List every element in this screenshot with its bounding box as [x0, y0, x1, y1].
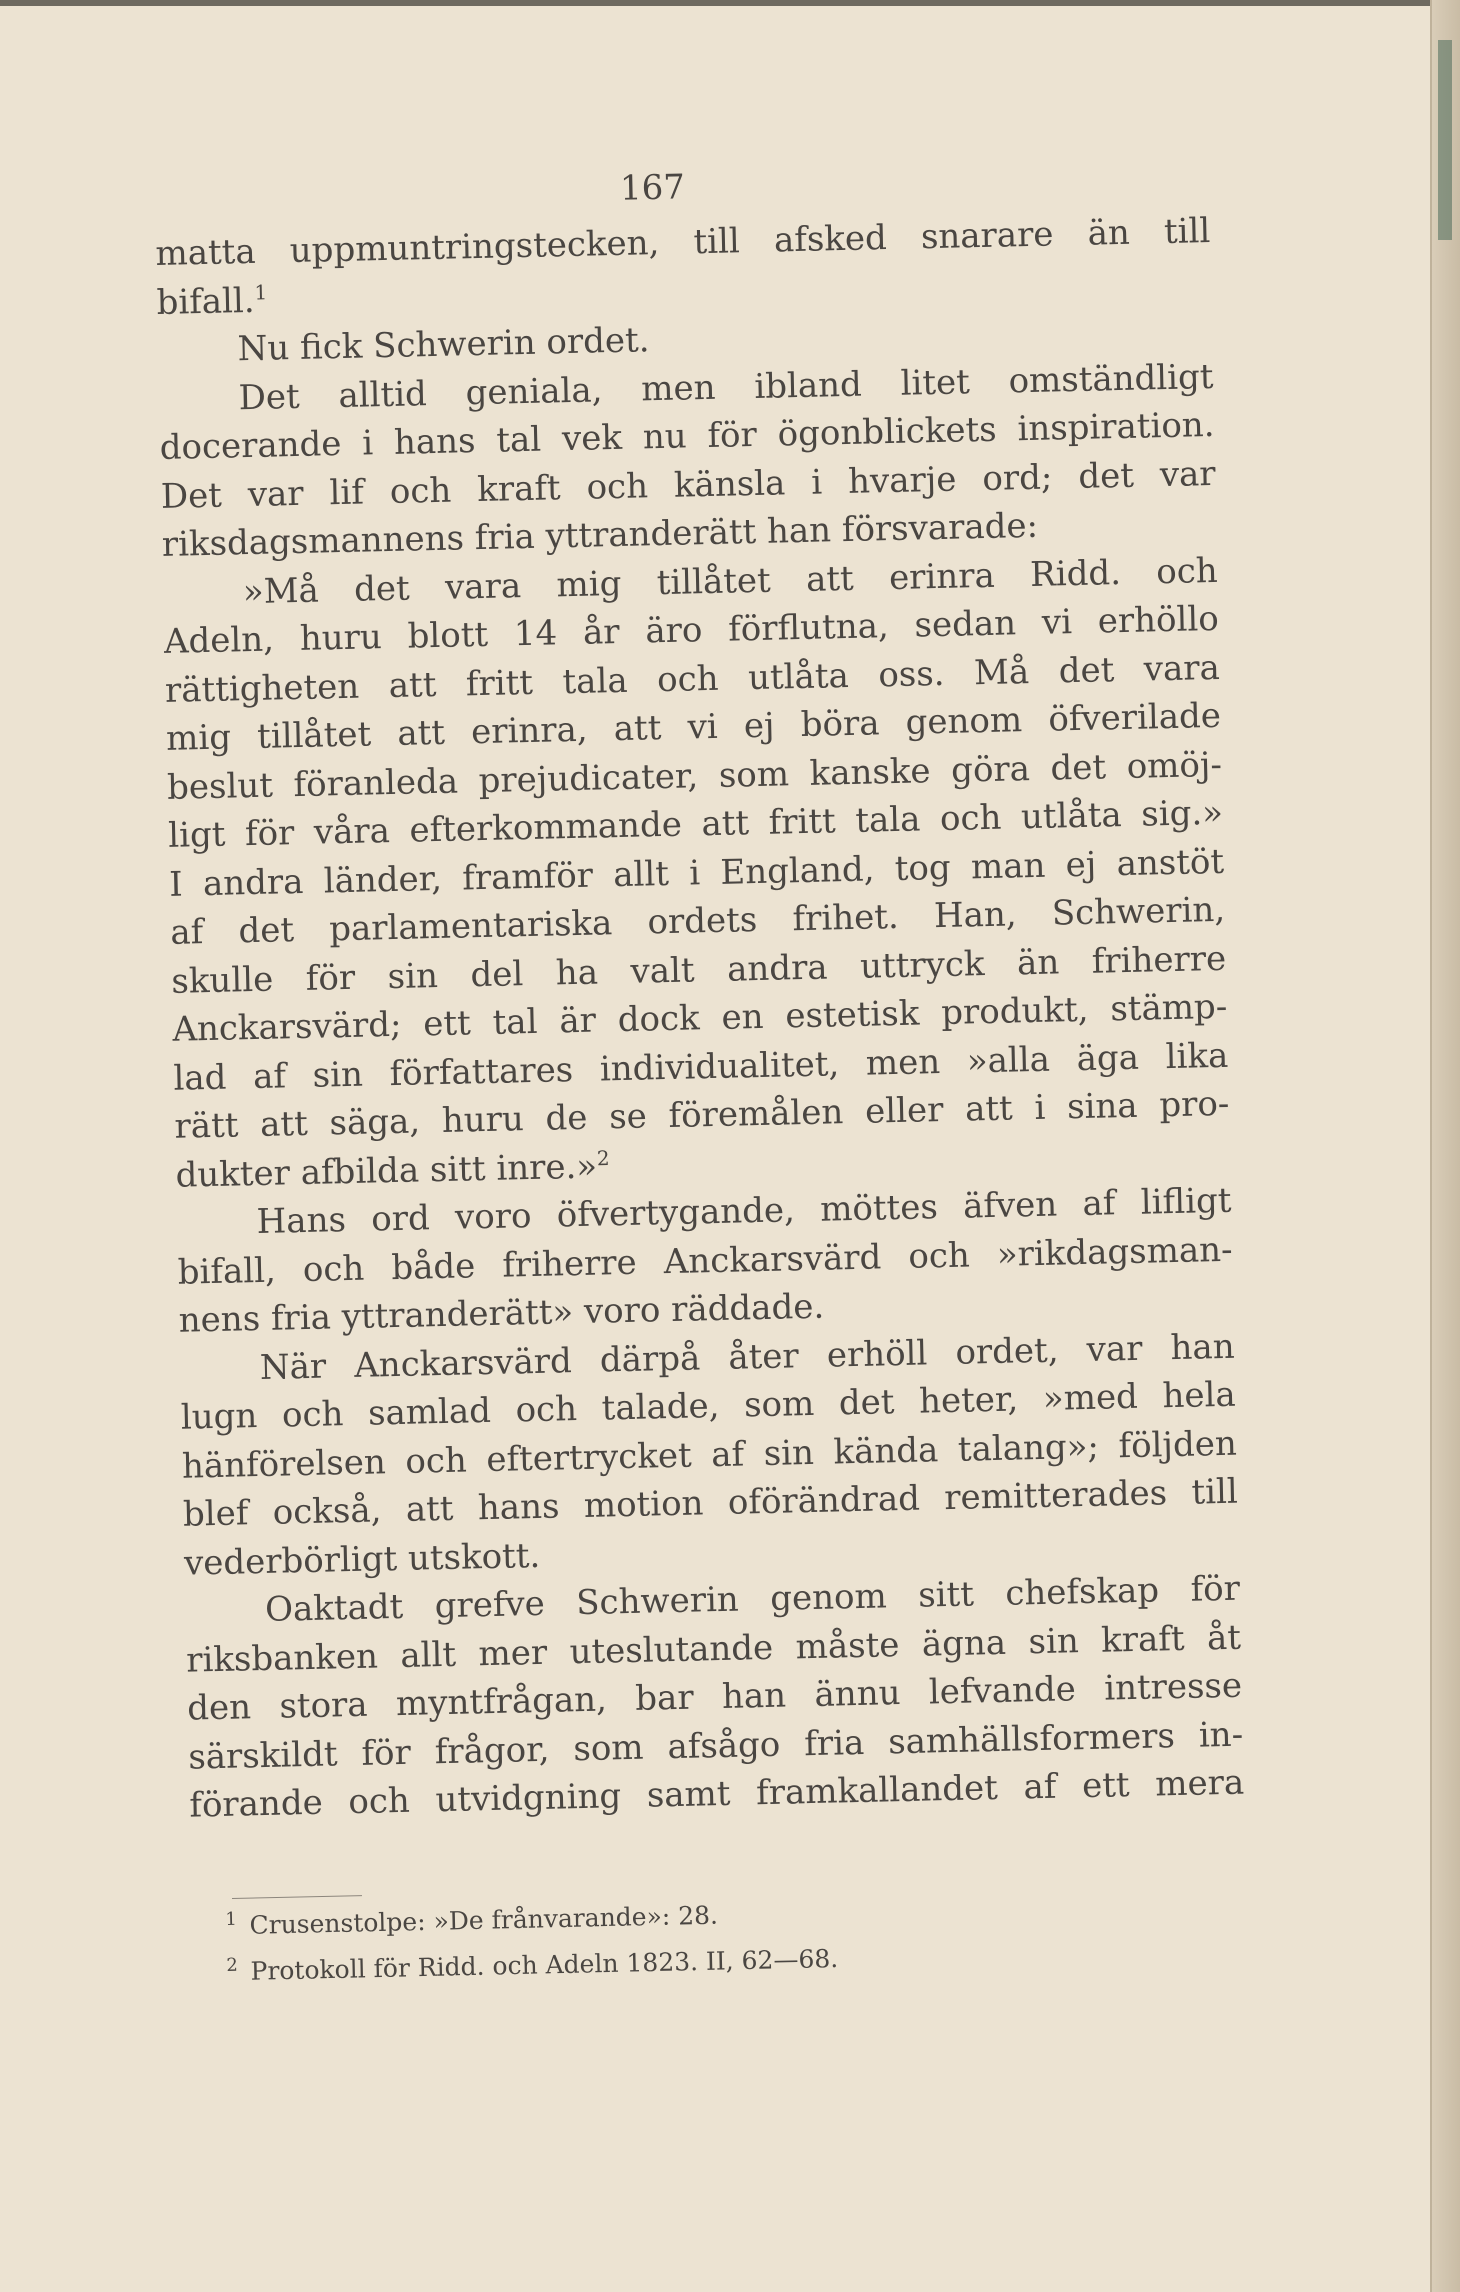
- text-line-content: hänförelsen och eftertrycket af sin kända talang»; följden: [181, 1423, 1238, 1487]
- text-line-content: Det alltid geniala, men ibland litet omständligt: [238, 356, 1214, 418]
- footnote-reference: 2: [596, 1145, 610, 1170]
- footnote-number: 1: [225, 1908, 238, 1930]
- text-line-content: rättigheten att fritt tala och utlåta oss. Må det vara: [164, 647, 1221, 711]
- text-line-content: Nu fick Schwerin ordet.: [237, 320, 650, 370]
- text-line-content: lugn och samlad och talade, som det heter, »med hela: [180, 1374, 1237, 1438]
- binding-mark: [1438, 40, 1452, 240]
- page-edge-right: [1430, 0, 1460, 2292]
- text-line-content: beslut föranleda prejudicater, som kanske göra det omöj-: [166, 744, 1223, 808]
- text-line-content: nens fria yttranderätt» voro räddade.: [178, 1286, 825, 1341]
- text-line-content: bifall, och både friherre Anckarsvärd och »rikdagsman-: [177, 1229, 1233, 1293]
- text-line-content: särskildt för frågor, som afsågo fria samhällsformers in-: [187, 1714, 1244, 1778]
- text-line-content: När Anckarsvärd därpå åter erhöll ordet, var han: [259, 1326, 1236, 1388]
- footnote-number: 2: [226, 1955, 239, 1977]
- text-line-content: Anckarsvärd; ett tal är dock en estetisk produkt, stämp-: [172, 986, 1228, 1050]
- text-line-content: Oaktadt grefve Schwerin genom sitt chefskap för: [264, 1568, 1241, 1630]
- page-top-edge: [0, 0, 1440, 6]
- text-line-content: ligt för våra efterkommande att fritt tala och utlåta sig.»: [167, 792, 1224, 856]
- text-line-content: Adeln, huru blott 14 år äro förflutna, sedan vi erhöllo: [163, 598, 1220, 662]
- text-line-content: mig tillåtet att erinra, att vi ej böra genom öfverilade: [165, 695, 1222, 759]
- text-line-content: den stora myntfrågan, bar han ännu lefvande intresse: [186, 1665, 1243, 1729]
- text-line-content: riksbanken allt mer uteslutande måste ägna sin kraft åt: [185, 1617, 1242, 1681]
- text-line-content: skulle för sin del ha valt andra uttryck än friherre: [170, 938, 1227, 1002]
- footnote-text: Crusenstolpe: »De frånvarande»: 28.: [249, 1900, 719, 1940]
- text-line-content: matta uppmuntringstecken, till afsked snarare än till: [155, 210, 1211, 274]
- footnote-reference: 1: [254, 279, 268, 305]
- text-line-content: docerande i hans tal vek nu för ögonblickets inspiration.: [159, 404, 1215, 468]
- text-line-content: dukter afbilda sitt inre.»: [175, 1146, 598, 1196]
- text-line-content: bifall.: [156, 280, 256, 323]
- text-line-content: förande och utvidgning samt framkallandet af ett mera: [188, 1762, 1245, 1826]
- text-line-content: I andra länder, framför allt i England, tog man ej anstöt: [168, 841, 1225, 905]
- text-line-content: vederbörligt utskott.: [183, 1535, 541, 1584]
- text-line-content: Hans ord voro öfvertygande, möttes äfven af lifligt: [256, 1180, 1232, 1243]
- footnote-text: Protokoll för Ridd. och Adeln 1823. II, 62—68.: [250, 1944, 839, 1987]
- text-line-content: »Må det vara mig tillåtet att erinra Ridd. och: [242, 550, 1219, 612]
- page-number: 167: [619, 167, 686, 209]
- text-line-content: af det parlamentariska ordets frihet. Han, Schwerin,: [169, 889, 1226, 953]
- text-line-content: riksdagsmannens fria yttranderätt han försvarade:: [161, 505, 1039, 565]
- text-line-content: Det var lif och kraft och känsla i hvarje ord; det var: [160, 453, 1216, 517]
- text-line-content: blef också, att hans motion oförändrad remitterades till: [182, 1471, 1239, 1535]
- text-line-content: lad af sin författares individualitet, men »alla äga lika: [173, 1035, 1229, 1099]
- footnotes: [225, 1883, 1027, 1993]
- body-text: [155, 207, 1245, 1830]
- text-line-content: rätt att säga, huru de se föremålen eller att i sina pro-: [174, 1083, 1230, 1147]
